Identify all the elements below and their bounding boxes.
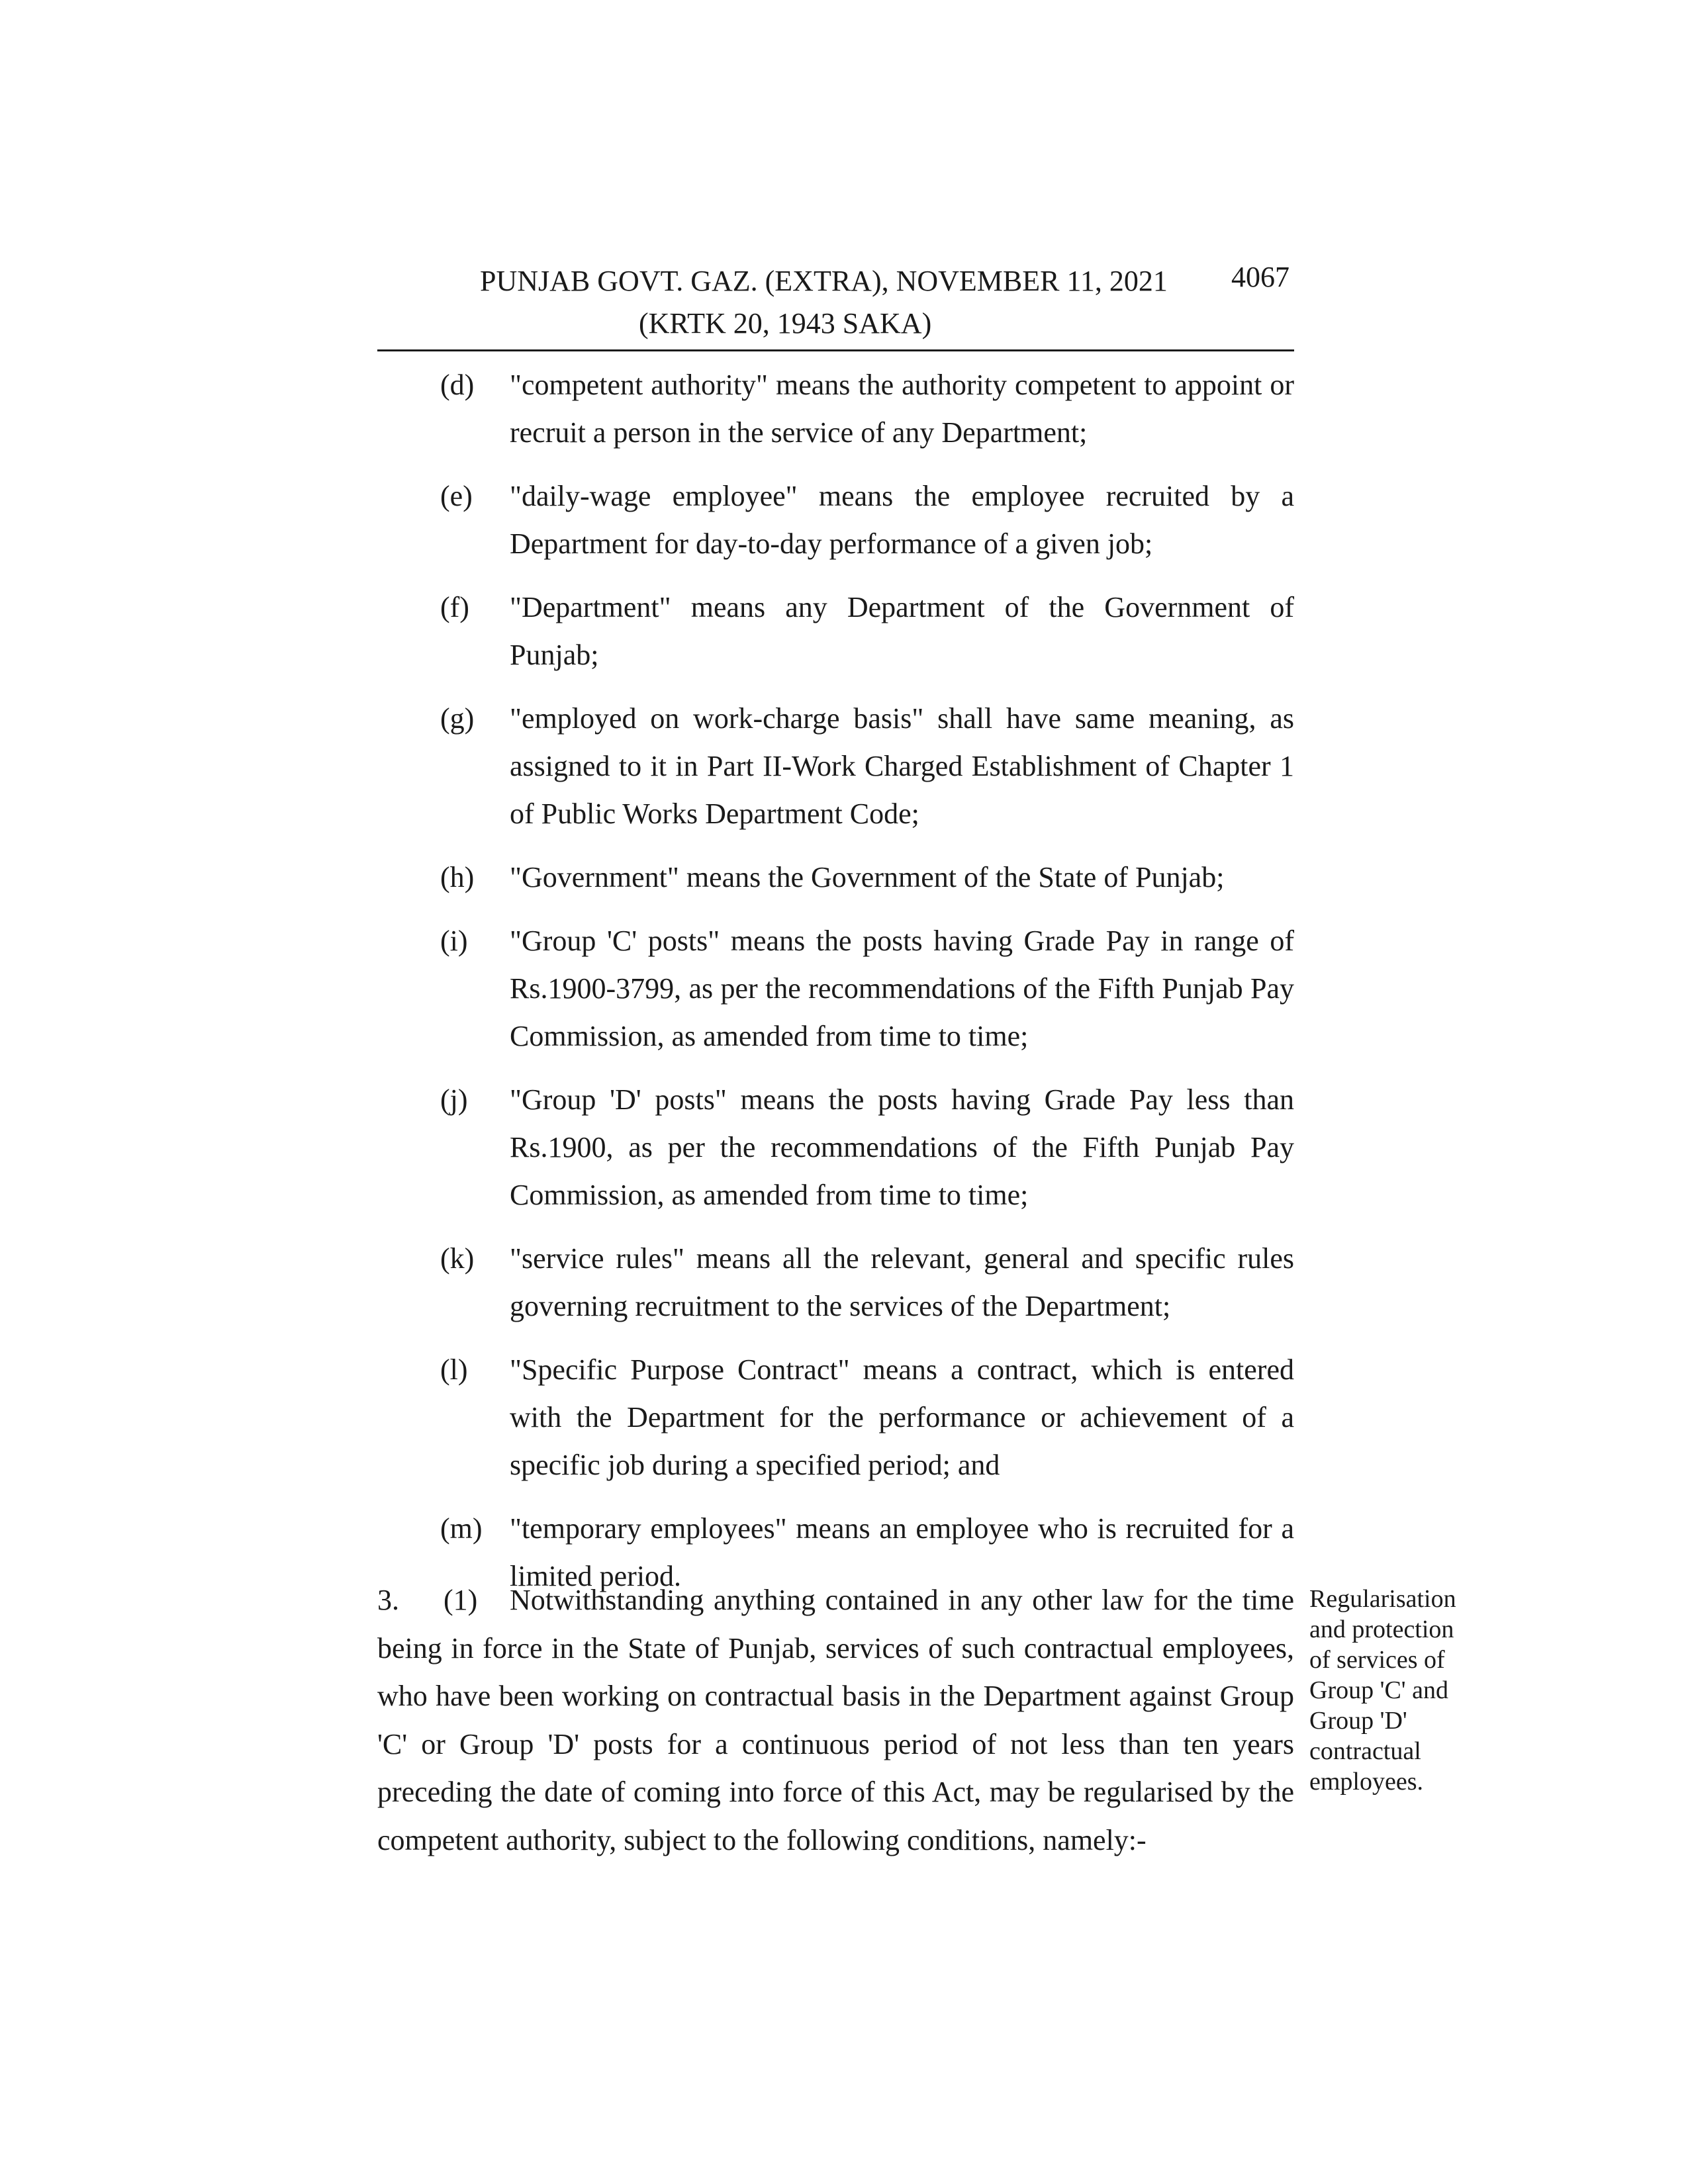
definition-h (377, 854, 1294, 901)
definition-text: "Government" means the Government of the State of Punjab; (510, 861, 1225, 893)
definition-label: (f) (440, 591, 469, 623)
definition-label: (e) (440, 480, 473, 512)
definition-text: "temporary employees" means an employee who is recruited for a limited period. (510, 1512, 1294, 1592)
definition-label: (d) (440, 369, 475, 401)
definition-text: "Specific Purpose Contract" means a contract, which is entered with the Department for the performance or achievement of a specific job during a specified period; and (510, 1353, 1294, 1481)
definition-text: "Group 'D' posts" means the posts having Grade Pay less than Rs.1900, as per the recommendations of the Fifth Punjab Pay Commission, as amended from time to time; (510, 1083, 1294, 1211)
definition-label: (i) (440, 925, 468, 957)
margin-note: Regularisation and protection of services of Group 'C' and Group 'D' contractual employees. (1309, 1585, 1456, 1796)
definition-text: "employed on work-charge basis" shall have same meaning, as assigned to it in Part II-Work Charged Establishment of Chapter 1 of Public Works Department Code; (510, 702, 1294, 830)
definition-f (377, 584, 1294, 679)
definition-l (377, 1346, 1294, 1489)
definition-label: (k) (440, 1242, 475, 1275)
definition-label: (l) (440, 1353, 468, 1386)
definition-k (377, 1235, 1294, 1330)
definition-d (377, 361, 1294, 457)
definition-label: (g) (440, 702, 475, 735)
definition-j (377, 1076, 1294, 1219)
definition-text: "competent authority" means the authority competent to appoint or recruit a person in the service of any Department; (510, 369, 1294, 449)
definition-label: (h) (440, 861, 475, 893)
section-3-paragraph (377, 1576, 1294, 1864)
subsection-number: (1) (444, 1584, 478, 1616)
definition-i (377, 917, 1294, 1060)
definitions-list (377, 361, 1294, 1616)
definition-label: (m) (440, 1512, 483, 1545)
definition-label: (j) (440, 1083, 468, 1116)
definition-text: "Department" means any Department of the Government of Punjab; (510, 591, 1294, 671)
definition-g (377, 695, 1294, 838)
header-rule (377, 349, 1294, 351)
definition-text: "service rules" means all the relevant, general and specific rules governing recruitment to the services of the Department; (510, 1242, 1294, 1322)
gazette-header-date: (KRTK 20, 1943 SAKA) (639, 307, 932, 340)
section-text: Notwithstanding anything contained in any other law for the time being in force in the State of Punjab, services of such contractual employees, who have been working on contractual basis in the Department against Group 'C' or Group 'D' posts for a continuous period of not less than ten years preceding the date of coming into force of this Act, may be regularised by the competent authority, subject to the following conditions, namely:- (377, 1584, 1294, 1856)
definition-text: "Group 'C' posts" means the posts having Grade Pay in range of Rs.1900-3799, as per the recommendations of the Fifth Punjab Pay Commission, as amended from time to time; (510, 925, 1294, 1052)
definition-text: "daily-wage employee" means the employee recruited by a Department for day-to-day performance of a given job; (510, 480, 1294, 560)
page-number: 4067 (1231, 261, 1289, 293)
gazette-header-title: PUNJAB GOVT. GAZ. (EXTRA), NOVEMBER 11, 2021 (480, 265, 1168, 297)
definition-e (377, 473, 1294, 568)
section-number: 3. (377, 1584, 399, 1616)
